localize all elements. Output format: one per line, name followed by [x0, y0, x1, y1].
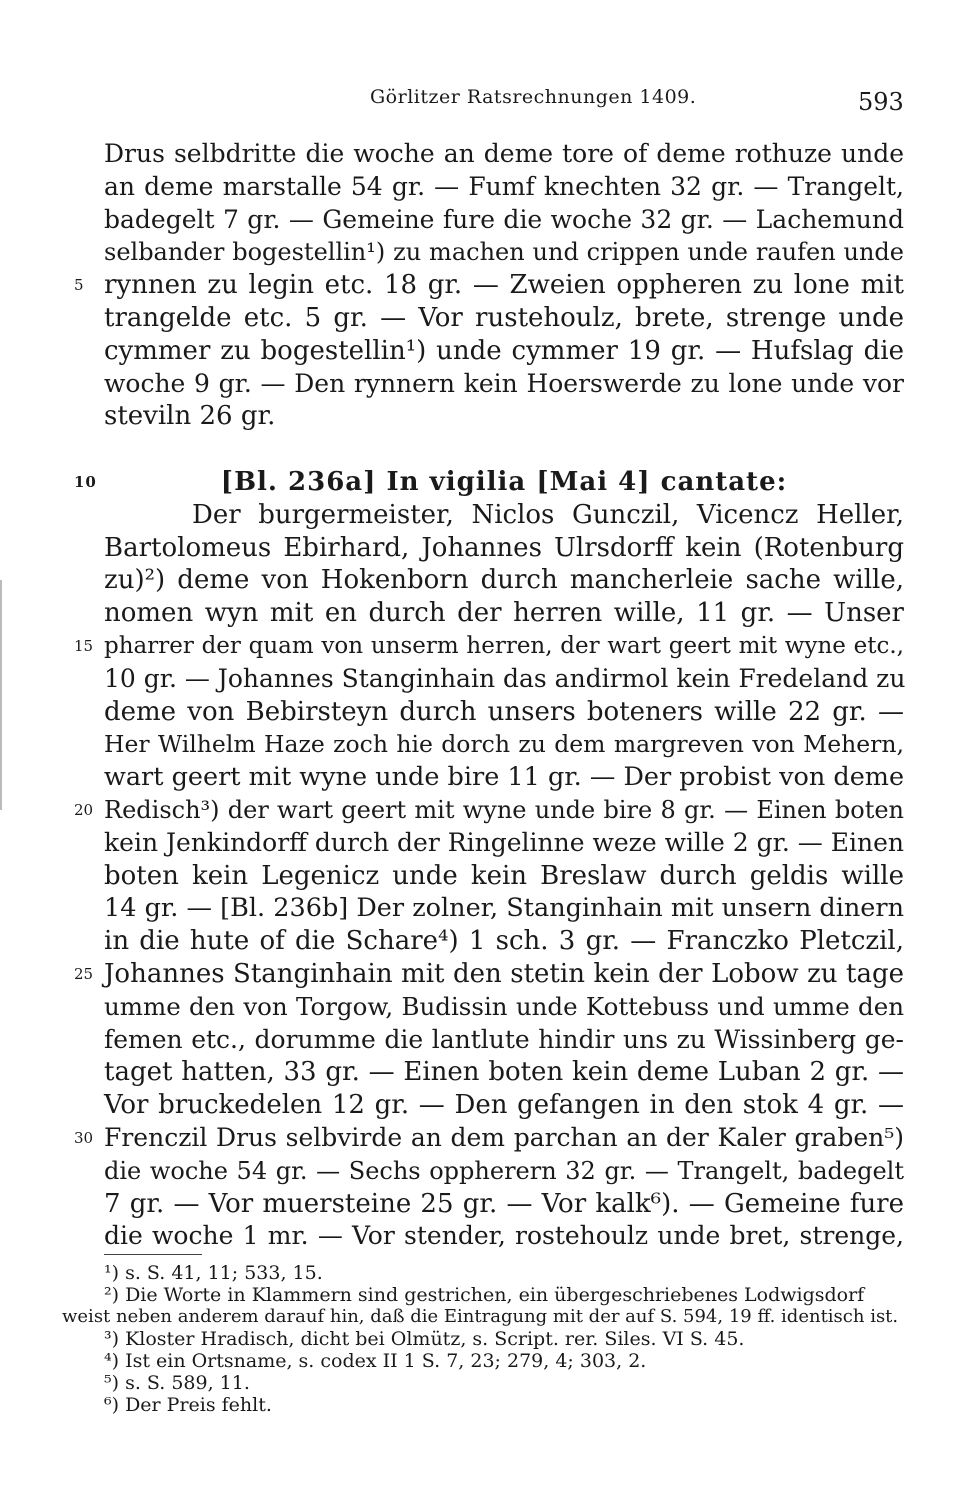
footnote: ⁶) Der Preis fehlt. [104, 1394, 272, 1416]
footnote: ⁴) Ist ein Ortsname, s. codex II 1 S. 7, 23; 279, 4; 303, 2. [104, 1350, 647, 1372]
line-text: zu)²) deme von Hokenborn durch mancherleie sache wille, [104, 565, 904, 596]
line-number: 5 [74, 276, 84, 295]
text-line [104, 1220, 904, 1253]
text-line [104, 892, 904, 925]
text-line [104, 302, 904, 335]
text-line [104, 335, 904, 368]
text-line [104, 138, 904, 171]
text-line [104, 1056, 904, 1089]
line-text: 14 gr. — [Bl. 236b] Der zolner, Stanginhain mit unsern dinern [104, 893, 904, 924]
line-text: 10 gr. — Johannes Stanginhain das andirmol kein Fredeland zu [104, 663, 906, 693]
line-text: pharrer der quam von unserm herren, der wart geert mit wyne etc., [104, 632, 904, 659]
line-text: deme von Bebirsteyn durch unsers boteners wille 22 gr. — [104, 696, 904, 727]
line-text: selbander bogestellin¹) zu machen und crippen unde raufen unde [104, 238, 904, 267]
text-line [104, 368, 904, 401]
footnote: ¹) s. S. 41, 11; 533, 15. [104, 1262, 323, 1284]
line-text: femen etc., dorumme die lantlute hindir uns zu Wissinberg ge- [104, 1024, 904, 1054]
footnote: ⁵) s. S. 589, 11. [104, 1372, 250, 1394]
text-line [104, 171, 904, 204]
line-text: Vor bruckedelen 12 gr. — Den gefangen in den stok 4 gr. — [104, 1090, 904, 1121]
text-line [104, 991, 904, 1024]
text-line [104, 1155, 904, 1188]
footnote-continuation: weist neben anderem darauf hin, daß die Eintragung mit der auf S. 594, 19 ff. identisch ist. [62, 1306, 899, 1327]
text-line [104, 564, 904, 597]
text-line [104, 400, 904, 433]
line-text: badegelt 7 gr. — Gemeine fure die woche 32 gr. — Lachemund [104, 204, 904, 234]
line-text: umme den von Torgow, Budissin unde Kottebuss und umme den [104, 991, 904, 1021]
footnote: ³) Kloster Hradisch, dicht bei Olmütz, s. Script. rer. Siles. VI S. 45. [104, 1328, 745, 1350]
line-text: taget hatten, 33 gr. — Einen boten kein deme Luban 2 gr. — [104, 1057, 904, 1088]
line-text: in die hute of die Schare⁴) 1 sch. 3 gr. — Franczko Pletczil, [104, 926, 904, 957]
line-text: Her Wilhelm Haze zoch hie dorch zu dem margreven von Mehern, [104, 730, 904, 759]
footnote-rule [104, 1254, 202, 1255]
text-line [104, 1089, 904, 1122]
line-text: Johannes Stanginhain mit den stetin kein der Lobow zu tage [104, 958, 904, 989]
text-line [104, 860, 904, 893]
line-text: boten kein Legenicz unde kein Breslaw durch geldis wille [104, 860, 904, 891]
line-number: 15 [74, 636, 94, 655]
line-text: nomen wyn mit en durch der herren wille, 11 gr. — Unser [104, 598, 904, 629]
line-text: trangelde etc. 5 gr. — Vor rustehoulz, brete, strenge unde [104, 302, 904, 333]
text-line [74, 269, 904, 302]
section-heading [74, 466, 904, 499]
line-text: Bartolomeus Ebirhard, Johannes Ulrsdorff kein (Rotenburg [104, 532, 904, 563]
text-line [74, 1122, 904, 1155]
line-text: an deme marstalle 54 gr. — Fumf knechten 32 gr. — Trangelt, [104, 171, 904, 201]
text-line [104, 597, 904, 630]
text-line [104, 827, 904, 860]
text-line [104, 499, 904, 532]
page-number: 593 [858, 88, 904, 116]
line-text: kein Jenkindorff durch der Ringelinne weze wille 2 gr. — Einen [104, 827, 904, 857]
text-line [104, 663, 904, 696]
line-text: 7 gr. — Vor muersteine 25 gr. — Vor kalk⁶). — Gemeine fure [104, 1188, 904, 1219]
line-number: 25 [74, 964, 94, 983]
text-line [74, 958, 904, 991]
text-line [104, 728, 904, 761]
line-text: die woche 54 gr. — Sechs oppherern 32 gr. — Trangelt, badegelt [104, 1156, 904, 1185]
body-text [74, 138, 906, 1253]
text-line [104, 204, 904, 237]
text-line [104, 1188, 904, 1221]
text-line [104, 761, 904, 794]
line-text: steviln 26 gr. [104, 401, 276, 432]
footnote: ²) Die Worte in Klammern sind gestrichen, ein übergeschriebenes Lodwigsdorf [104, 1284, 865, 1306]
text-line [74, 630, 904, 663]
line-text: cymmer zu bogestellin¹) unde cymmer 19 gr. — Hufslag die [104, 335, 904, 366]
line-text: Der burgermeister, Niclos Gunczil, Vicencz Heller, [192, 499, 904, 530]
line-text: Redisch³) der wart geert mit wyne unde bire 8 gr. — Einen boten [104, 795, 904, 824]
text-line [104, 925, 904, 958]
line-text: Drus selbdritte die woche an deme tore of deme rothuze unde [104, 139, 904, 168]
text-line [104, 696, 904, 729]
line-number: 30 [74, 1128, 94, 1147]
running-title: Görlitzer Ratsrechnungen 1409. [370, 86, 697, 108]
scan-edge-mark [0, 580, 2, 810]
line-text: die woche 1 mr. — Vor stender, rostehoulz unde bret, strenge, [104, 1221, 904, 1251]
line-text: wart geert mit wyne unde bire 11 gr. — Der probist von deme [104, 762, 905, 793]
line-number: 20 [74, 800, 94, 819]
text-line [104, 236, 904, 269]
line-number: 10 [74, 472, 97, 491]
text-line [104, 532, 904, 565]
text-line [104, 1024, 904, 1057]
line-text: rynnen zu legin etc. 18 gr. — Zweien oppheren zu lone mit [104, 270, 904, 301]
footnotes [62, 1262, 902, 1416]
blank-line [104, 433, 904, 466]
text-line [74, 794, 904, 827]
line-text: Frenczil Drus selbvirde an dem parchan an der Kaler graben⁵) [104, 1122, 904, 1152]
line-text: woche 9 gr. — Den rynnern kein Hoerswerde zu lone unde vor [104, 368, 904, 398]
line-text: [Bl. 236a] In vigilia [Mai 4] cantate: [220, 466, 788, 497]
